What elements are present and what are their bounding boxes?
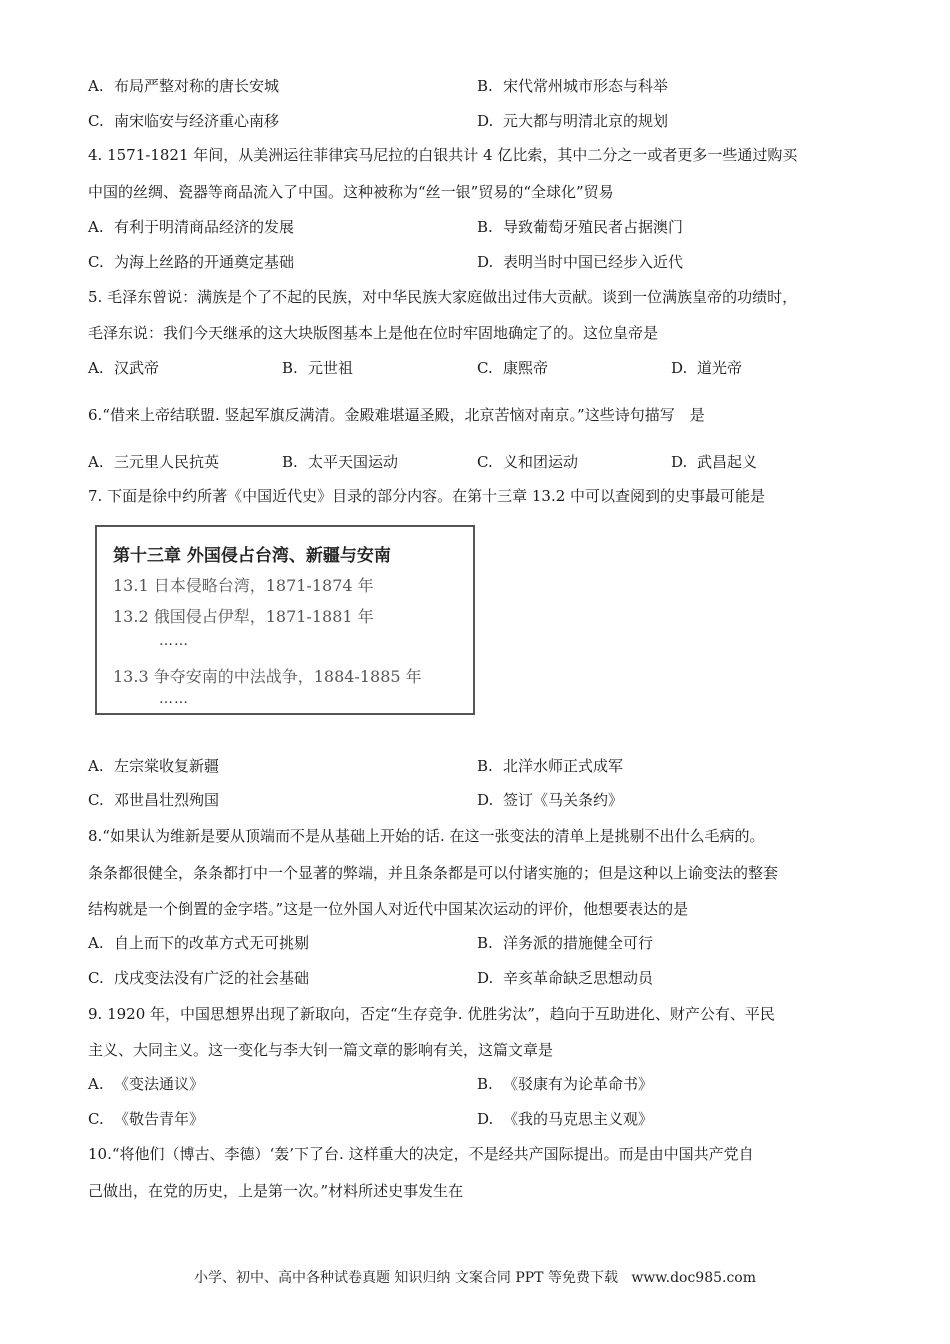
- q9-option-b: [477, 1074, 653, 1094]
- option-letter: C.: [88, 791, 104, 809]
- page-footer: [0, 1268, 950, 1288]
- footer-text: 小学、初中、高中各种试卷真题 知识归纳 文案合同 PPT 等免费下载: [193, 1270, 618, 1286]
- q3-option-b: [477, 76, 668, 96]
- q9-option-d: [477, 1109, 653, 1129]
- option-letter: C.: [88, 253, 104, 271]
- q8-stem-line-2: 条条都很健全，条条都打中一个显著的弊端，并且条条都是可以付诸实施的；但是这种以上谕变法的整套: [88, 864, 779, 882]
- option-text: 元大都与明清北京的规划: [503, 112, 669, 130]
- q7-option-a: [88, 756, 219, 776]
- option-letter: B.: [477, 1075, 493, 1093]
- q7-option-b: [477, 756, 623, 776]
- option-text: 道光帝: [697, 359, 743, 377]
- option-text: 宋代常州城市形态与科举: [503, 77, 669, 95]
- q7-stem-line-1: 7. 下面是徐中约所著《中国近代史》目录的部分内容。在第十三章 13.2 中可以查阅到的史事最可能是: [88, 487, 766, 505]
- option-letter: B.: [282, 453, 298, 471]
- q6-option-b: [282, 452, 398, 472]
- toc-entry-13-3: 13.3 争夺安南的中法战争，1884-1885 年: [113, 667, 422, 686]
- q5-option-b: [282, 358, 353, 378]
- option-text: 汉武帝: [114, 359, 160, 377]
- q9-option-c: [88, 1109, 204, 1129]
- option-letter: C.: [477, 359, 493, 377]
- option-text: 《敬告青年》: [114, 1110, 205, 1128]
- q8-stem-line-1: 8.“如果认为维新是要从顶端而不是从基础上开始的话. 在这一张变法的清单上是挑剔不出什么毛病的。: [88, 827, 765, 845]
- option-letter: A.: [88, 218, 104, 236]
- option-text: 签订《马关条约》: [503, 791, 624, 809]
- option-letter: B.: [477, 77, 493, 95]
- option-text: 武昌起义: [697, 453, 758, 471]
- q4-option-c: [88, 252, 294, 272]
- toc-ellipsis: ……: [159, 633, 189, 649]
- option-letter: A.: [88, 757, 104, 775]
- toc-entry-13-2: 13.2 俄国侵占伊犁，1871-1881 年: [113, 607, 374, 626]
- q8-option-a: [88, 933, 309, 953]
- q5-option-a: [88, 358, 159, 378]
- q6-option-a: [88, 452, 219, 472]
- option-text: 辛亥革命缺乏思想动员: [503, 969, 654, 987]
- q5-option-c: [477, 358, 548, 378]
- q10-stem-line-1: 10.“将他们（博古、李德）‘轰’下了台. 这样重大的决定，不是经共产国际提出。而是由中国共产党自: [88, 1145, 754, 1163]
- option-letter: C.: [477, 453, 493, 471]
- q4-stem-line-2: 中国的丝绸、瓷器等商品流入了中国。这种被称为“丝一银”贸易的“全球化”贸易: [88, 183, 614, 201]
- q8-option-c: [88, 968, 309, 988]
- q3-option-d: [477, 111, 668, 131]
- option-letter: A.: [88, 453, 104, 471]
- q8-option-d: [477, 968, 653, 988]
- option-letter: C.: [88, 969, 104, 987]
- option-text: 邓世昌壮烈殉国: [114, 791, 220, 809]
- option-letter: A.: [88, 934, 104, 952]
- option-text: 元世祖: [308, 359, 354, 377]
- option-letter: D.: [671, 453, 688, 471]
- option-letter: C.: [88, 1110, 104, 1128]
- option-letter: D.: [477, 253, 494, 271]
- q6-stem-line-1: 6.“借来上帝结联盟. 竖起军旗反满清。金殿难堪逼圣殿，北京苦恼对南京。”这些诗句描写 是: [88, 406, 705, 424]
- option-letter: A.: [88, 359, 104, 377]
- toc-ellipsis: ……: [159, 691, 189, 707]
- option-text: 戊戌变法没有广泛的社会基础: [114, 969, 310, 987]
- table-of-contents-box: [95, 525, 475, 715]
- option-letter: B.: [477, 757, 493, 775]
- q8-option-b: [477, 933, 653, 953]
- footer-link[interactable]: www.doc985.com: [631, 1270, 757, 1286]
- option-text: 《变法通议》: [114, 1075, 205, 1093]
- option-text: 有利于明清商品经济的发展: [114, 218, 295, 236]
- q9-stem-line-2: 主义、大同主义。这一变化与李大钊一篇文章的影响有关，这篇文章是: [88, 1041, 554, 1059]
- q7-option-d: [477, 790, 623, 810]
- option-text: 《驳康有为论革命书》: [503, 1075, 654, 1093]
- q3-option-c: [88, 111, 279, 131]
- option-letter: A.: [88, 77, 104, 95]
- q5-option-d: [671, 358, 742, 378]
- q8-stem-line-3: 结构就是一个倒置的金字塔。”这是一位外国人对近代中国某次运动的评价，他想要表达的是: [88, 900, 689, 918]
- option-letter: D.: [671, 359, 688, 377]
- q3-option-a: [88, 76, 279, 96]
- option-letter: C.: [88, 112, 104, 130]
- option-text: 义和团运动: [503, 453, 579, 471]
- q5-stem-line-2: 毛泽东说：我们今天继承的这大块版图基本上是他在位时牢固地确定了的。这位皇帝是: [88, 324, 659, 342]
- option-letter: B.: [477, 934, 493, 952]
- q4-option-d: [477, 252, 683, 272]
- option-text: 布局严整对称的唐长安城: [114, 77, 280, 95]
- q6-option-c: [477, 452, 578, 472]
- option-text: 自上而下的改革方式无可挑剔: [114, 934, 310, 952]
- q5-stem-line-1: 5. 毛泽东曾说：满族是个了不起的民族，对中华民族大家庭做出过伟大贡献。谈到一位满族皇帝的功绩时，: [88, 288, 798, 306]
- option-text: 洋务派的措施健全可行: [503, 934, 654, 952]
- option-text: 导致葡萄牙殖民者占据澳门: [503, 218, 684, 236]
- option-text: 北洋水师正式成军: [503, 757, 624, 775]
- option-text: 太平天国运动: [308, 453, 399, 471]
- option-text: 表明当时中国已经步入近代: [503, 253, 684, 271]
- option-letter: D.: [477, 791, 494, 809]
- option-text: 左宗棠收复新疆: [114, 757, 220, 775]
- toc-entry-13-1: 13.1 日本侵略台湾，1871-1874 年: [113, 576, 374, 595]
- option-letter: A.: [88, 1075, 104, 1093]
- option-text: 《我的马克思主义观》: [503, 1110, 654, 1128]
- q4-stem-line-1: 4. 1571-1821 年间，从美洲运往菲律宾马尼拉的白银共计 4 亿比索，其中二分之一或者更多一些通过购买: [88, 146, 798, 164]
- option-letter: B.: [282, 359, 298, 377]
- option-letter: B.: [477, 218, 493, 236]
- q10-stem-line-2: 己做出，在党的历史，上是第一次。”材料所述史事发生在: [88, 1182, 464, 1200]
- option-letter: D.: [477, 1110, 494, 1128]
- q4-option-b: [477, 217, 683, 237]
- option-text: 南宋临安与经济重心南移: [114, 112, 280, 130]
- option-text: 为海上丝路的开通奠定基础: [114, 253, 295, 271]
- toc-chapter-title: 第十三章 外国侵占台湾、新疆与安南: [113, 546, 391, 566]
- q4-option-a: [88, 217, 294, 237]
- option-letter: D.: [477, 112, 494, 130]
- q6-option-d: [671, 452, 757, 472]
- option-text: 三元里人民抗英: [114, 453, 220, 471]
- q9-stem-line-1: 9. 1920 年，中国思想界出现了新取向，否定“生存竞争. 优胜劣汰”，趋向于互助进化、财产公有、平民: [88, 1005, 775, 1023]
- q7-option-c: [88, 790, 219, 810]
- q9-option-a: [88, 1074, 204, 1094]
- option-letter: D.: [477, 969, 494, 987]
- option-text: 康熙帝: [503, 359, 549, 377]
